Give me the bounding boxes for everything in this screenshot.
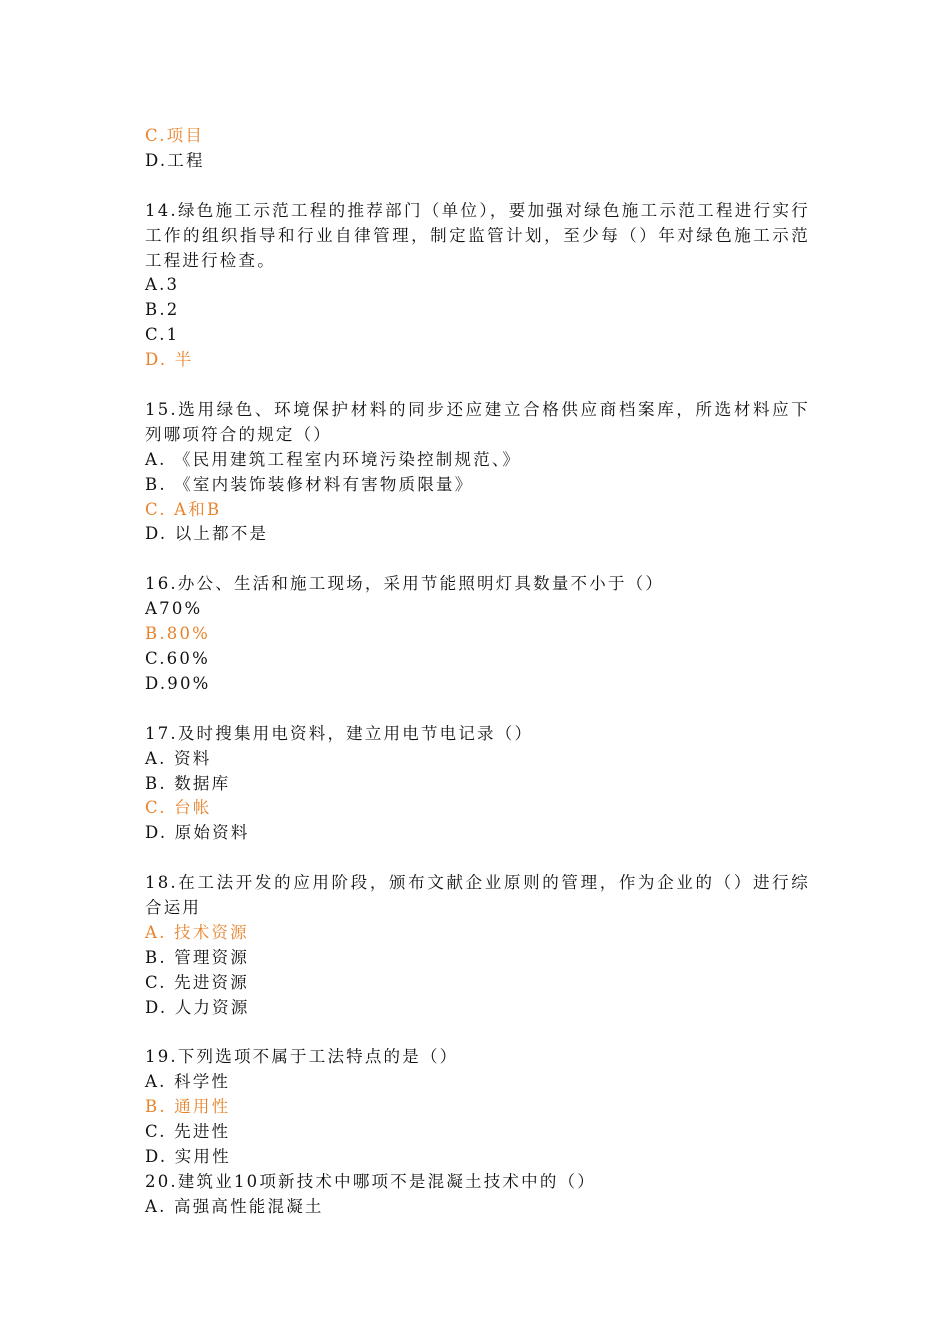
option-text: A. 科学性 — [145, 1072, 231, 1092]
block-spacer — [145, 1021, 810, 1046]
option-text: B.2 — [145, 300, 180, 320]
option-text: A.3 — [145, 275, 180, 295]
answer-option: C.项目 — [145, 126, 205, 145]
option-text: D. 以上都不是 — [145, 524, 269, 544]
question-text: 19.下列选项不属于工法特点的是（） — [145, 1047, 459, 1067]
option-text: C. 先进资源 — [145, 972, 249, 992]
question-text: 15.选用绿色、环境保护材料的同步还应建立合格供应商档案库，所选材料应下列哪项符合的规定（） — [145, 399, 810, 444]
option-text: D.工程 — [145, 150, 205, 170]
answer-option: D. 半 — [145, 350, 194, 370]
answer-option: C. A和B — [145, 499, 222, 519]
option-text: D. 原始资料 — [145, 823, 250, 843]
question-text: 17.及时搜集用电资料，建立用电节电记录（） — [145, 723, 534, 743]
question-list — [145, 124, 810, 1220]
option-text: B. 管理资源 — [145, 947, 250, 967]
option-text: C.1 — [145, 325, 180, 345]
question-text: 16.办公、生活和施工现场，采用节能照明灯具数量不小于（） — [145, 574, 665, 594]
block-spacer — [145, 846, 810, 871]
block-spacer — [145, 174, 810, 199]
option-text: A. 资料 — [145, 748, 212, 768]
answer-option: C. 台帐 — [145, 798, 212, 818]
answer-option: B.80% — [145, 624, 211, 644]
option-text: D.90% — [145, 673, 211, 693]
option-text: C. 先进性 — [145, 1122, 231, 1142]
option-text: A. 高强高性能混凝土 — [145, 1196, 324, 1216]
option-text: C.60% — [145, 648, 210, 668]
option-text: B. 《室内装饰装修材料有害物质限量》 — [145, 474, 474, 494]
question-text: 20.建筑业10项新技术中哪项不是混凝土技术中的（） — [145, 1171, 596, 1191]
question-text: 14.绿色施工示范工程的推荐部门（单位），要加强对绿色施工示范工程进行实行工作的组织指导和行业自律管理，制定监管计划，至少每（）年对绿色施工示范工程进行检查。 — [145, 200, 810, 270]
option-text: D. 人力资源 — [145, 997, 250, 1017]
question-text: 18.在工法开发的应用阶段，颁布文献企业原则的管理，作为企业的（）进行综合运用 — [145, 873, 810, 918]
option-text: B. 数据库 — [145, 773, 231, 793]
option-text: A70% — [145, 599, 203, 619]
block-spacer — [145, 697, 810, 722]
answer-option: B. 通用性 — [145, 1097, 231, 1117]
option-text: D. 实用性 — [145, 1147, 231, 1167]
block-spacer — [145, 547, 810, 572]
block-spacer — [145, 373, 810, 398]
answer-option: A. 技术资源 — [145, 922, 249, 942]
option-text: A. 《民用建筑工程室内环境污染控制规范、》 — [145, 449, 522, 469]
